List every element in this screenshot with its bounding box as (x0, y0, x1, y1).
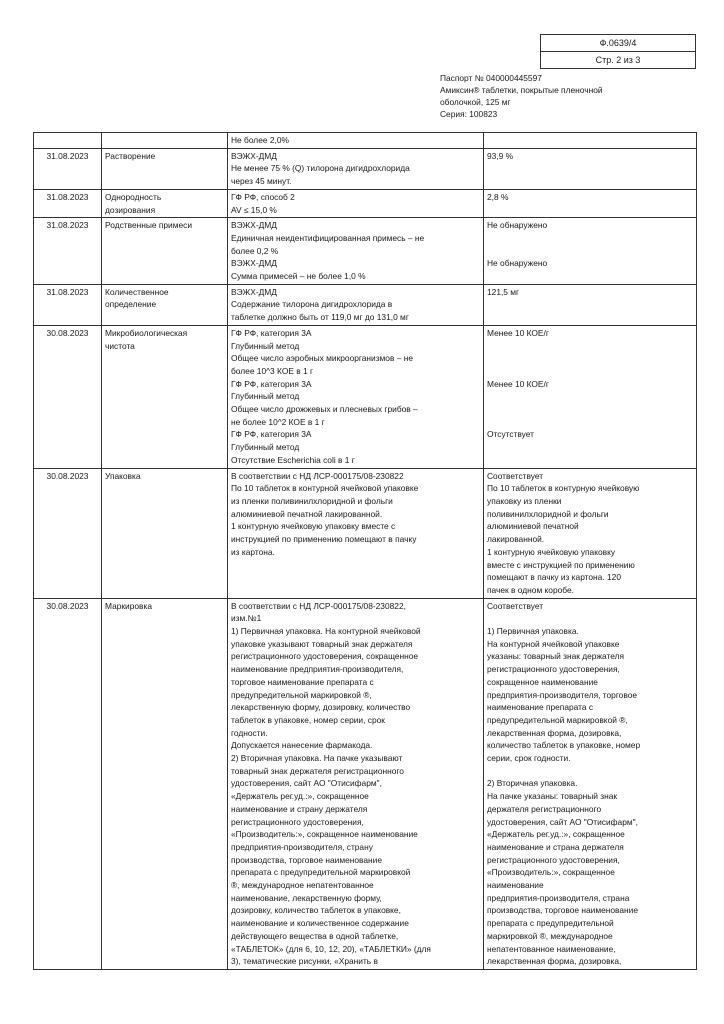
cell-line: предупредительной маркировкой ®, (487, 714, 628, 725)
cell-line: таблеток в упаковке, номер серии, срок (231, 714, 385, 725)
passport-line: Паспорт № 040000445597 (440, 73, 542, 83)
passport-line: оболочкой, 125 мг (440, 97, 511, 107)
cell-line: 93,9 % (487, 150, 514, 161)
cell-line: предупредительной маркировкой ®, (231, 689, 372, 700)
cell-line: Сумма примесей – не более 1,0 % (231, 271, 366, 282)
result-cell (484, 325, 697, 468)
cell-line: Соответствует (487, 600, 544, 611)
parameter-cell (102, 133, 228, 149)
cell-line (487, 612, 693, 625)
cell-line: лекарственную форму, дозировку, количество (231, 702, 411, 713)
cell-line: Не обнаружено (487, 258, 548, 269)
table-row (34, 598, 697, 969)
cell-line: На контурной ячейковой упаковке (487, 638, 620, 649)
cell-line: поливинилхлоридной и фольги (487, 508, 609, 519)
cell-line: 3), тематические рисунки, «Хранить в (231, 956, 378, 967)
cell-line: Общее число аэробных микроорганизмов – не (231, 353, 414, 364)
cell-line: препарата с предупредительной (487, 918, 614, 929)
table-row (34, 468, 697, 598)
cell-line: регистрационного удостоверения, сокращенное (231, 651, 419, 662)
form-code-box (540, 34, 696, 69)
cell-line: определение (105, 299, 157, 310)
cell-line: дозирования (105, 204, 156, 215)
cell-line: предприятия-производителя, торговое (487, 689, 638, 700)
cell-line: AV ≤ 15,0 % (231, 204, 277, 215)
passport-line: Серия: 100823 (440, 109, 498, 119)
cell-line: препарата с предупредительной маркировкой (231, 867, 411, 878)
parameter-cell (102, 284, 228, 325)
passport-line: Амиксин® таблетки, покрытые пленочной (440, 85, 603, 95)
cell-line: Менее 10 КОЕ/г (487, 327, 549, 338)
cell-line: держателя регистрационного (487, 803, 602, 814)
cell-line: помещают в пачку из картона. 120 (487, 572, 621, 583)
cell-line: В соответствии с НД ЛСР-000175/08-230822, (231, 600, 406, 611)
cell-line: На пачке указаны: товарный знак (487, 791, 618, 802)
cell-line (487, 390, 693, 403)
cell-line (487, 232, 693, 245)
result-cell (484, 133, 697, 149)
cell-line: 2) Вторичная упаковка. (487, 778, 578, 789)
table-row (34, 189, 697, 217)
cell-line: Менее 10 КОЕ/г (487, 378, 549, 389)
cell-line: торговое наименование препарата с (231, 676, 374, 687)
cell-line: В соответствии с НД ЛСР-000175/08-230822 (231, 470, 404, 481)
test-results-table (33, 132, 697, 970)
cell-line: производства, торговое наименование (487, 905, 638, 916)
cell-line: регистрационного удостоверения, (231, 816, 364, 827)
table-row (34, 133, 697, 149)
cell-line: указаны: товарный знак держателя (487, 651, 625, 662)
cell-line: «ТАБЛЕТОК» (для 6, 10, 12, 20), «ТАБЛЕТКИ» (для (231, 943, 431, 954)
cell-line: ВЭЖХ-ДМД (231, 258, 277, 269)
cell-line: более 0,2 % (231, 245, 279, 256)
cell-line: пачек в одном коробе. (487, 584, 574, 595)
parameter-cell (102, 468, 228, 598)
parameter-cell (102, 148, 228, 189)
method-cell (228, 325, 484, 468)
cell-line: ®, международное непатентованное (231, 880, 374, 891)
cell-line: ВЭЖХ-ДМД (231, 150, 277, 161)
parameter-cell (102, 325, 228, 468)
cell-line: чистота (105, 340, 135, 351)
cell-line: ВЭЖХ-ДМД (231, 220, 277, 231)
cell-line: непатентованное наименование, (487, 943, 616, 954)
cell-line: Маркировка (105, 600, 152, 611)
cell-line: дозировку, количество таблеток в упаковке, (231, 905, 401, 916)
cell-line: Глубинный метод (231, 391, 300, 402)
cell-line: ГФ РФ, категория 3А (231, 429, 312, 440)
cell-line: лекарственная форма, дозировка, (487, 956, 622, 967)
cell-line: удостоверения, сайт АО "Отисифарм", (231, 778, 382, 789)
cell-line: сокращенное наименование (487, 676, 598, 687)
cell-line: лакированной. (487, 534, 545, 545)
form-code: Ф.0639/4 (599, 38, 637, 48)
page-number: Стр. 2 из 3 (541, 51, 695, 68)
cell-line: наименование и страна держателя (487, 841, 624, 852)
cell-line: наименование, лекарственную форму, (231, 892, 382, 903)
cell-line: инструкцией по применению помещают в пачку (231, 534, 417, 545)
cell-line: наименование (487, 880, 544, 891)
cell-line: более 10^3 КОЕ в 1 г (231, 365, 314, 376)
cell-line: «Держатель рег.уд.:», сокращенное (487, 829, 625, 840)
cell-line: ГФ РФ, категория 3А (231, 327, 312, 338)
cell-line: ГФ РФ, способ 2 (231, 191, 295, 202)
cell-line: 1) Первичная упаковка. На контурной ячейковой (231, 626, 421, 637)
passport-header (440, 72, 603, 120)
cell-line: Растворение (105, 150, 156, 161)
cell-line: алюминиевой печатной (487, 521, 579, 532)
date-cell: 30.08.2023 (34, 325, 102, 468)
cell-line: Не более 2,0% (231, 135, 289, 145)
cell-line: количество таблеток в упаковке, номер (487, 740, 641, 751)
cell-line: По 10 таблеток в контурной ячейковой упаковке (231, 483, 419, 494)
cell-line (487, 365, 693, 378)
cell-line: наименование препарата с (487, 702, 594, 713)
cell-line: Отсутствует (487, 429, 534, 440)
cell-line: Не менее 75 % (Q) тилорона дигидрохлорида (231, 163, 410, 174)
cell-line: из картона. (231, 546, 275, 557)
cell-line (487, 352, 693, 365)
cell-line: предприятия-производителя, страна (487, 892, 630, 903)
cell-line: из пленки поливинилхлоридной и фольги (231, 495, 393, 506)
result-cell (484, 148, 697, 189)
cell-line: Родственные примеси (105, 220, 193, 231)
cell-line: регистрационного удостоверения, (487, 664, 620, 675)
method-cell (228, 468, 484, 598)
cell-line: производства, торговое наименование (231, 854, 382, 865)
cell-line (487, 416, 693, 429)
cell-line: По 10 таблеток в контурную ячейковую (487, 483, 640, 494)
method-cell (228, 598, 484, 969)
cell-line: лекарственная форма, дозировка, (487, 727, 622, 738)
cell-line: 2,8 % (487, 191, 509, 202)
cell-line: Общее число дрожжевых и плесневых грибов – (231, 404, 418, 415)
method-cell (228, 284, 484, 325)
cell-line: удостоверения, сайт АО "Отисифарм", (487, 816, 638, 827)
cell-line (487, 245, 693, 258)
cell-line: Содержание тилорона дигидрохлорида в (231, 299, 393, 310)
method-cell (228, 218, 484, 285)
cell-line: 2) Вторичная упаковка. На пачке указывают (231, 753, 403, 764)
cell-line: серии, срок годности. (487, 753, 571, 764)
result-cell (484, 598, 697, 969)
cell-line: Количественное (105, 286, 169, 297)
cell-line: годности. (231, 727, 268, 738)
parameter-cell (102, 218, 228, 285)
cell-line: Глубинный метод (231, 442, 300, 453)
cell-line: таблетке должно быть от 119,0 мг до 131,0 мг (231, 312, 409, 323)
cell-line: «Производитель:», сокращенное наименование (231, 829, 418, 840)
cell-line: ВЭЖХ-ДМД (231, 286, 277, 297)
cell-line (487, 765, 693, 778)
cell-line: Микробиологическая (105, 327, 188, 338)
cell-line: товарный знак держателя регистрационного (231, 765, 404, 776)
result-cell (484, 218, 697, 285)
result-cell (484, 189, 697, 217)
cell-line: Упаковка (105, 470, 141, 481)
cell-line: Соответствует (487, 470, 544, 481)
cell-line: Глубинный метод (231, 340, 300, 351)
method-cell (228, 133, 484, 149)
cell-line: 1) Первичная упаковка. (487, 626, 579, 636)
cell-line: ГФ РФ, категория 3А (231, 378, 312, 389)
cell-line: Отсутствие Escherichia coli в 1 г (231, 454, 355, 465)
cell-line (487, 340, 693, 353)
cell-line: действующего вещества в одной таблетке, (231, 930, 399, 941)
result-cell (484, 468, 697, 598)
cell-line: наименование предприятия-производителя, (231, 664, 404, 675)
cell-line: наименование и страну держателя (231, 803, 368, 814)
cell-line: 1 контурную ячейковую упаковку вместе с (231, 521, 396, 532)
date-cell: 31.08.2023 (34, 284, 102, 325)
date-cell: 30.08.2023 (34, 598, 102, 969)
cell-line: наименование и количественное содержание (231, 918, 409, 929)
cell-line: Не обнаружено (487, 220, 548, 231)
cell-line: маркировкой ®, международное (487, 930, 613, 941)
table-row (34, 284, 697, 325)
cell-line: 121,5 мг (487, 286, 520, 297)
cell-line: вместе с инструкцией по применению (487, 559, 635, 570)
method-cell (228, 148, 484, 189)
cell-line (487, 403, 693, 416)
parameter-cell (102, 598, 228, 969)
cell-line: Единичная неидентифицированная примесь – не (231, 232, 425, 243)
date-cell: 31.08.2023 (34, 218, 102, 285)
parameter-cell (102, 189, 228, 217)
date-cell: 31.08.2023 (34, 148, 102, 189)
cell-line: не более 10^2 КОЕ в 1 г (231, 416, 325, 427)
cell-line: Однородность (105, 191, 162, 202)
table-row (34, 218, 697, 285)
date-cell (34, 133, 102, 149)
cell-line: регистрационного удостоверения, (487, 854, 620, 865)
method-cell (228, 189, 484, 217)
cell-line: алюминиевой печатной лакированной. (231, 508, 383, 519)
cell-line: «Производитель:», сокращенное (487, 867, 615, 878)
cell-line: «Держатель рег.уд.:», сокращенное (231, 791, 369, 802)
cell-line: предприятия-производителя, страну (231, 841, 373, 852)
cell-line: через 45 минут. (231, 176, 292, 187)
result-cell (484, 284, 697, 325)
date-cell: 30.08.2023 (34, 468, 102, 598)
cell-line: упаковку из пленки (487, 495, 562, 506)
cell-line: 1 контурную ячейковую упаковку (487, 546, 616, 557)
date-cell: 31.08.2023 (34, 189, 102, 217)
cell-line: упаковке указывают товарный знак держателя (231, 638, 413, 649)
table-row (34, 325, 697, 468)
cell-line: изм.№1 (231, 613, 262, 624)
cell-line: Допускается нанесение фармакода. (231, 740, 373, 751)
table-row (34, 148, 697, 189)
